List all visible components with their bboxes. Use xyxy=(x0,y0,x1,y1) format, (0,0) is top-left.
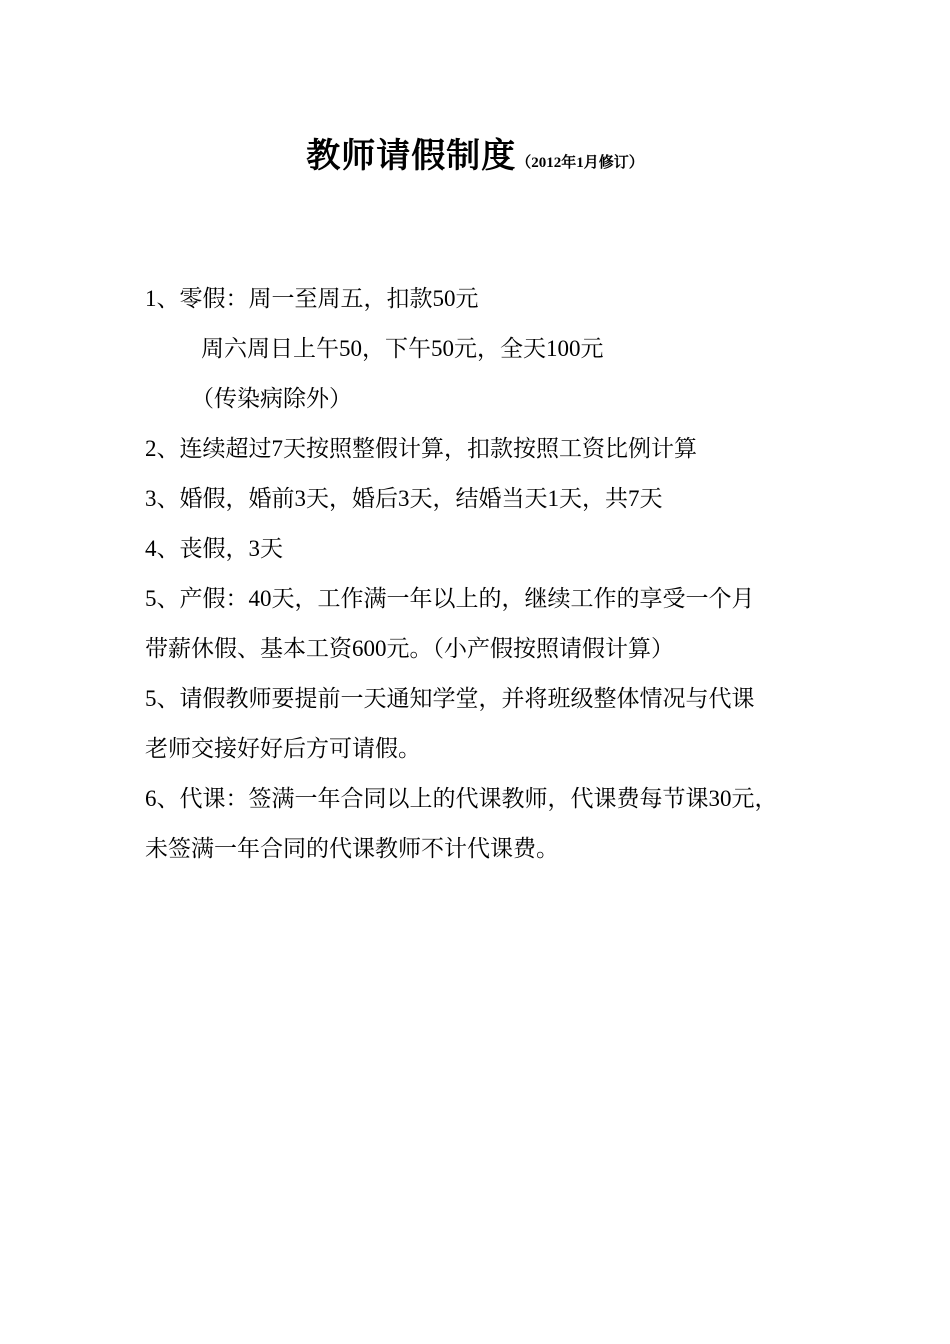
rule-5-continuation-line: 带薪休假、基本工资600元。（小产假按照请假计算） xyxy=(145,636,674,661)
rule-1-line: 1、零假：周一至周五，扣款50元 xyxy=(145,286,479,311)
rule-6-continuation-line: 未签满一年合同的代课教师不计代课费。 xyxy=(145,836,559,861)
rule-5b-continuation-line: 老师交接好好后方可请假。 xyxy=(145,736,421,761)
document-title: 教师请假制度 xyxy=(306,136,517,176)
document-body xyxy=(145,280,845,880)
rule-1-exception-line: （传染病除外） xyxy=(191,386,352,411)
rule-2-line: 2、连续超过7天按照整假计算，扣款按照工资比例计算 xyxy=(145,436,697,461)
rule-1-weekend-line: 周六周日上午50，下午50元，全天100元 xyxy=(201,336,604,361)
rule-4-line: 4、丧假，3天 xyxy=(145,536,283,561)
rule-3-line: 3、婚假，婚前3天，婚后3天，结婚当天1天，共7天 xyxy=(145,486,663,511)
document-title-row xyxy=(0,128,950,177)
document-subtitle: （2012年1月修订） xyxy=(516,155,644,171)
rule-5b-line: 5、请假教师要提前一天通知学堂，并将班级整体情况与代课 xyxy=(145,686,755,711)
rule-5-line: 5、产假：40天，工作满一年以上的，继续工作的享受一个月 xyxy=(145,586,755,611)
rule-6-line: 6、代课：签满一年合同以上的代课教师，代课费每节课30元， xyxy=(145,786,778,811)
